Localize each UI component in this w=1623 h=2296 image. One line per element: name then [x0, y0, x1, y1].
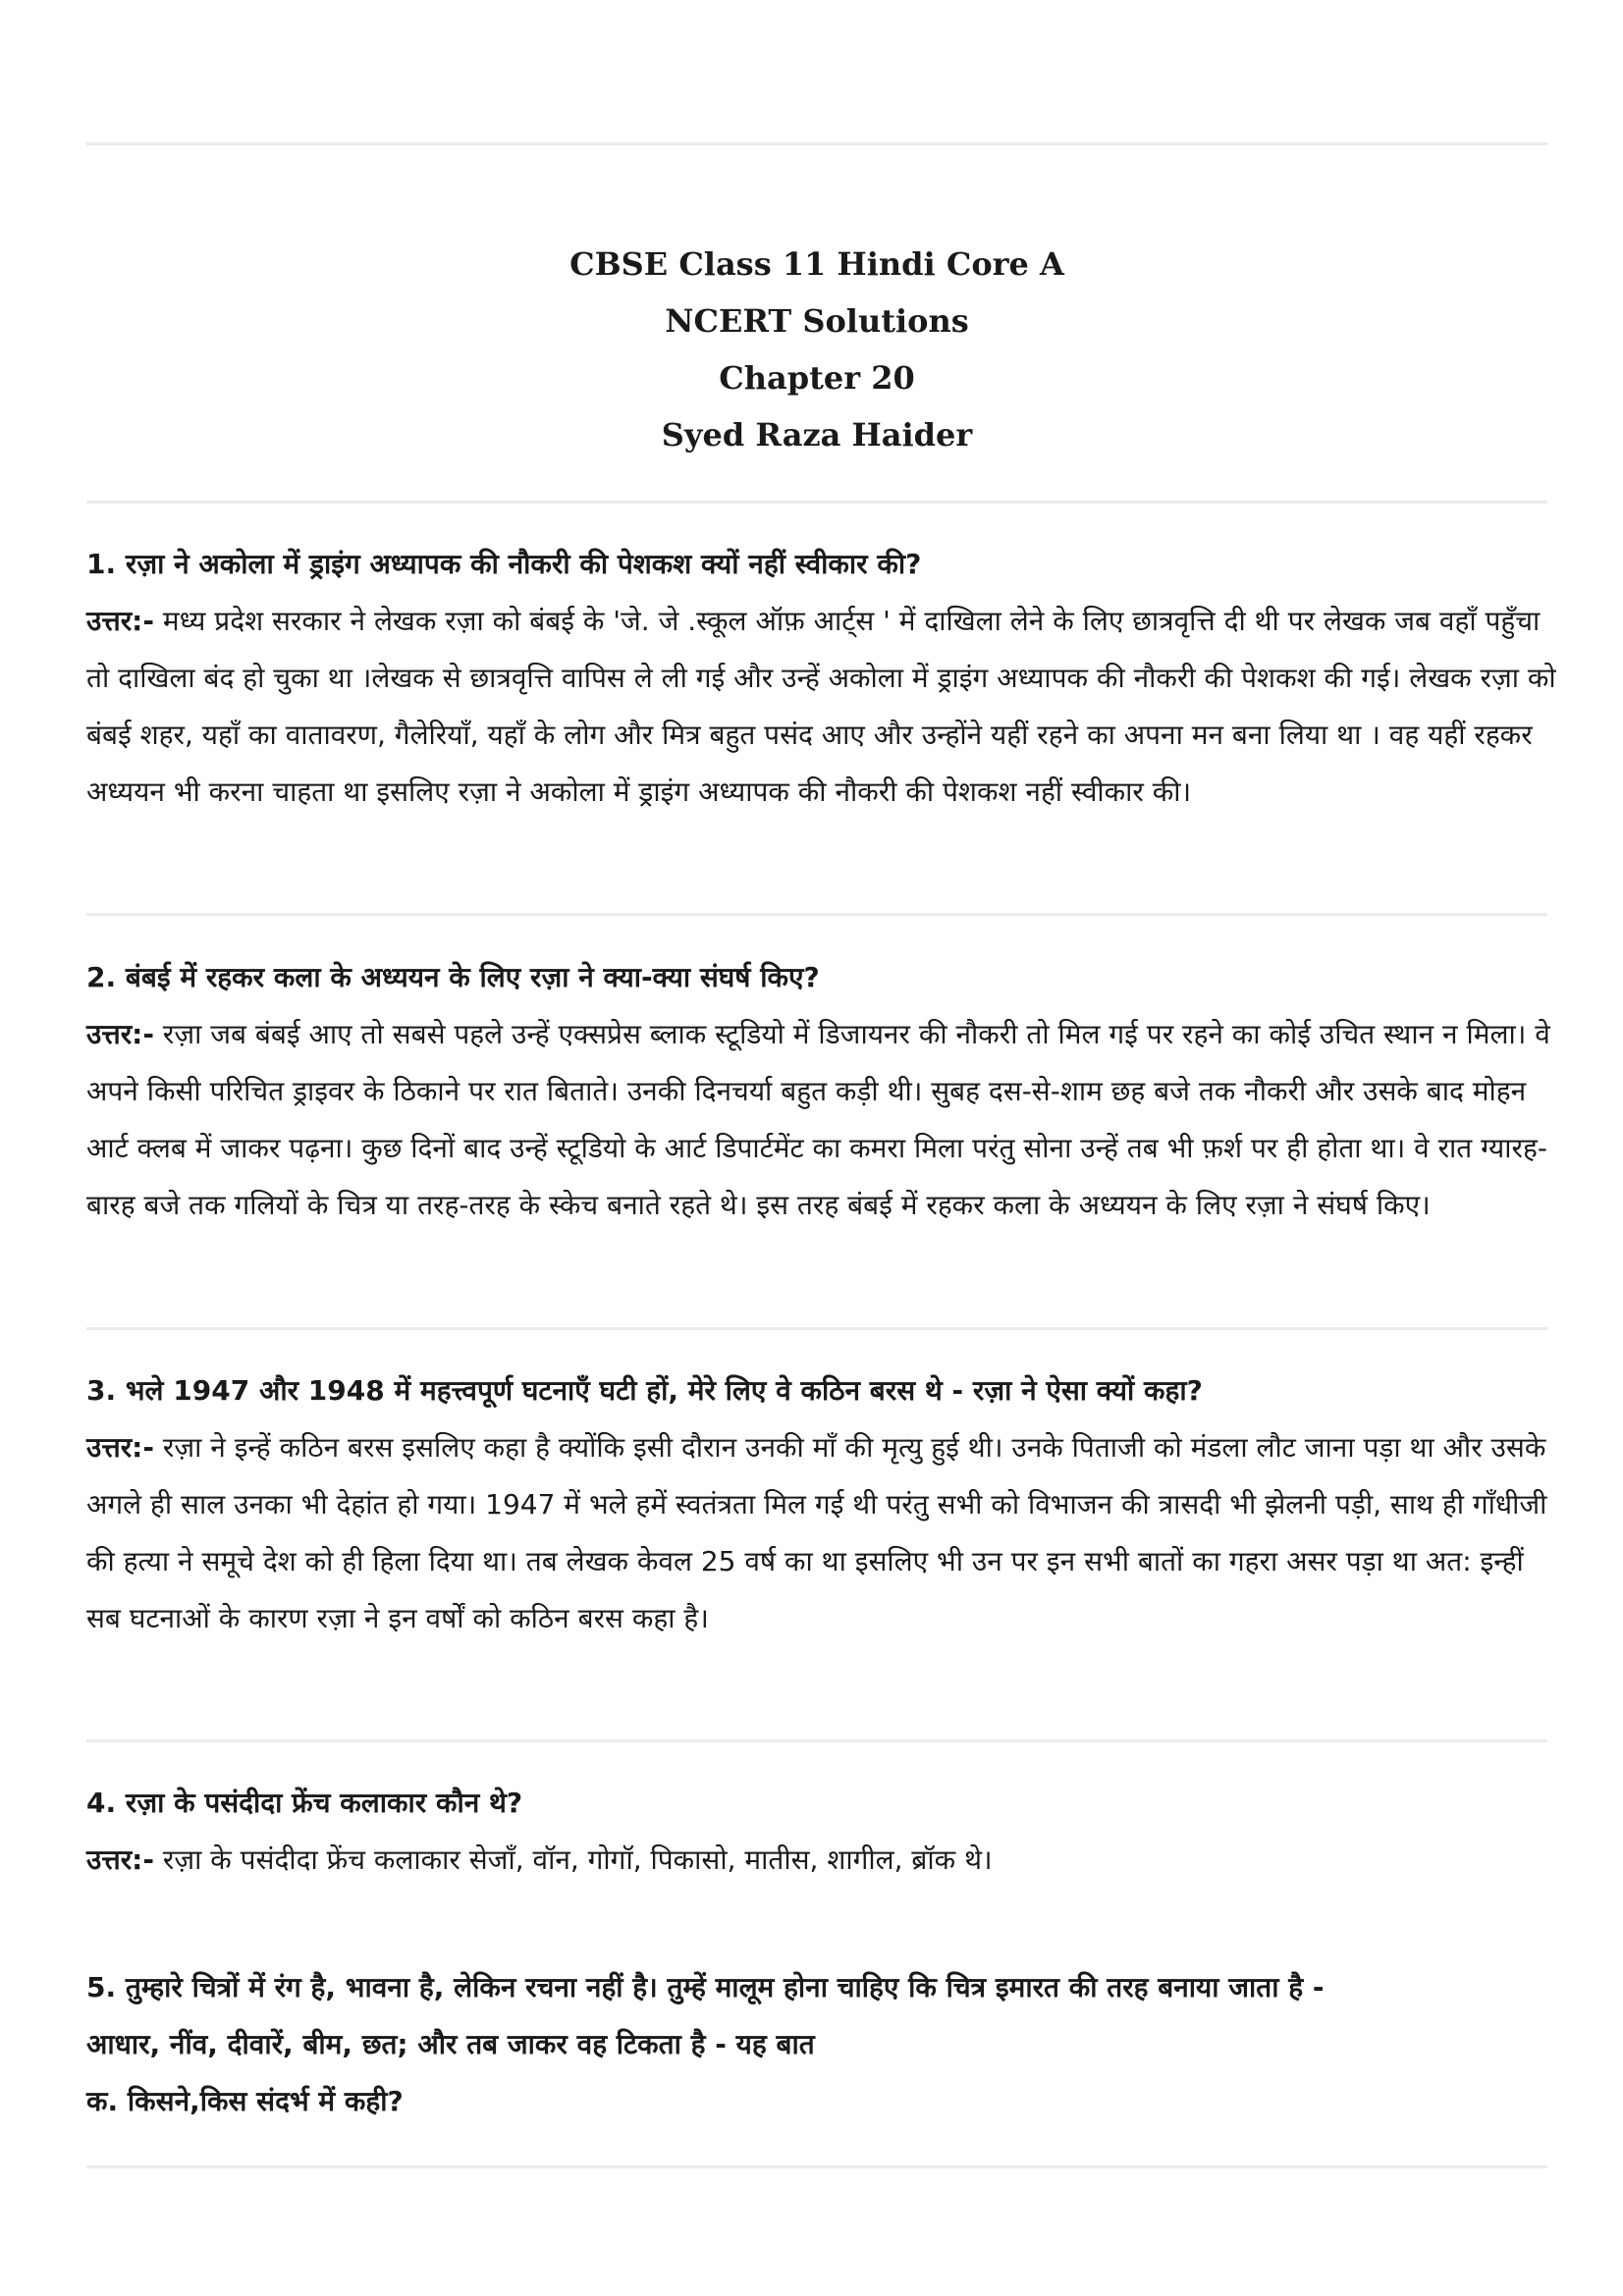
answer-2 [86, 1006, 1559, 1234]
divider-2 [86, 1327, 1547, 1330]
qa-block-4 [86, 1775, 1559, 1889]
qa-block-3 [86, 1362, 1559, 1647]
question-5-line-3: क. किसने,किस संदर्भ में कही? [86, 2085, 404, 2117]
header-solutions: NCERT Solutions [665, 302, 969, 340]
question-2: 2. बंबई में रहकर कला के अध्ययन के लिए रज़ा ने क्या-क्या संघर्ष किए? [86, 961, 820, 993]
answer-2-text: रज़ा जब बंबई आए तो सबसे पहले उन्हें एक्सप्रेस ब्लाक स्टूडियो में डिजायनर की नौकरी तो मिल गई पर रहने का कोई उचित स्थान न मिला। वे अपने किसी परिचित ड्राइवर के ठिकाने पर रात बिताते। उनकी दिनचर्या बहुत कड़ी थी। सुबह दस-से-शाम छह बजे तक नौकरी और उसके बाद मोहन आर्ट क्लब में जाकर पढ़ना। कुछ दिनों बाद उन्हें स्टूडियो के आर्ट डिपार्टमेंट का कमरा मिला परंतु सोना उन्हें तब भी फ़र्श पर ही होता था। वे रात ग्यारह-बारह बजे तक गलियों के चित्र या तरह-तरह के स्केच बनाते रहते थे। इस तरह बंबई में रहकर कला के अध्ययन के लिए रज़ा ने संघर्ष किए। [86, 1018, 1550, 1221]
answer-label: उत्तर:- [86, 1431, 154, 1464]
question-3: 3. भले 1947 और 1948 में महत्त्वपूर्ण घटनाएँ घटी हों, मेरे लिए वे कठिन बरस थे - रज़ा ने ऐसा क्यों कहा? [86, 1374, 1203, 1407]
question-4: 4. रज़ा के पसंदीदा फ्रेंच कलाकार कौन थे? [86, 1787, 523, 1819]
answer-1-text: मध्य प्रदेश सरकार ने लेखक रज़ा को बंबई के 'जे. जे .स्कूल ऑफ़ आर्ट्स ' में दाखिला लेने के लिए छात्रवृत्ति दी थी पर लेखक जब वहाँ पहुँचा तो दाखिला बंद हो चुका था ।लेखक से छात्रवृत्ति वापिस ले ली गई और उन्हें अकोला में ड्राइंग अध्यापक की नौकरी की पेशकश की गई। लेखक रज़ा को बंबई शहर, यहाँ का वातावरण, गैलेरियाँ, यहाँ के लोग और मित्र बहुत पसंद आए और उन्होंने यहीं रहने का अपना मन बना लिया था । वह यहीं रहकर अध्ययन भी करना चाहता था इसलिए रज़ा ने अकोला में ड्राइंग अध्यापक की नौकरी की पेशकश नहीं स्वीकार की। [86, 605, 1556, 808]
divider-3 [86, 1739, 1547, 1742]
answer-4 [86, 1832, 1559, 1889]
answer-1 [86, 593, 1559, 821]
bottom-divider [86, 2165, 1547, 2168]
top-divider [86, 142, 1547, 145]
answer-3-text: रज़ा ने इन्हें कठिन बरस इसलिए कहा है क्योंकि इसी दौरान उनकी माँ की मृत्यु हुई थी। उनके पिताजी को मंडला लौट जाना पड़ा था और उसके अगले ही साल उनका भी देहांत हो गया। 1947 में भले हमें स्वतंत्रता मिल गई थी परंतु सभी को विभाजन की त्रासदी भी झेलनी पड़ी, साथ ही गाँधीजी की हत्या ने समूचे देश को ही हिला दिया था। तब लेखक केवल 25 वर्ष का था इसलिए भी उन पर इन सभी बातों का गहरा असर पड़ा था अत: इन्हीं सब घटनाओं के कारण रज़ा ने इन वर्षों को कठिन बरस कहा है। [86, 1431, 1547, 1634]
qa-block-1 [86, 536, 1559, 821]
answer-label: उत्तर:- [86, 1018, 154, 1050]
question-5-line-2: आधार, नींव, दीवारें, बीम, छत; और तब जाकर वह टिकता है - यह बात [86, 2028, 815, 2060]
answer-label: उत्तर:- [86, 605, 154, 637]
answer-label: उत्तर:- [86, 1843, 154, 1876]
header-divider [86, 501, 1547, 504]
header-chapter: Chapter 20 [719, 359, 915, 397]
qa-block-2 [86, 949, 1559, 1234]
document-header [86, 236, 1547, 463]
question-5-line-1: 5. तुम्हारे चित्रों में रंग है, भावना है, लेकिन रचना नहीं है। तुम्हें मालूम होना चाहिए कि चित्र इमारत की तरह बनाया जाता है - [86, 1971, 1325, 2003]
answer-3 [86, 1419, 1559, 1647]
header-author: Syed Raza Haider [661, 416, 973, 454]
divider-1 [86, 913, 1547, 916]
qa-block-5 [86, 1959, 1559, 2130]
header-board-class: CBSE Class 11 Hindi Core A [569, 245, 1064, 283]
question-1: 1. रज़ा ने अकोला में ड्राइंग अध्यापक की नौकरी की पेशकश क्यों नहीं स्वीकार की? [86, 548, 922, 580]
answer-4-text: रज़ा के पसंदीदा फ्रेंच कलाकार सेजाँ, वॉन, गोगॉ, पिकासो, मातीस, शागील, ब्रॉक थे। [153, 1843, 993, 1876]
